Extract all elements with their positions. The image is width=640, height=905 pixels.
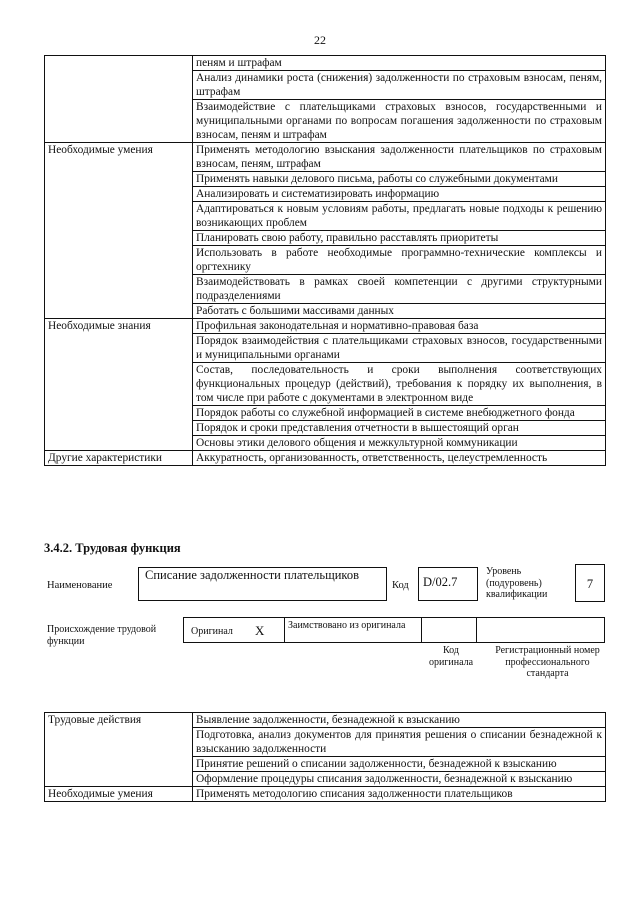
reg-number-caption: Регистрационный номер профессионального стандарта [495,645,600,679]
divider [476,618,477,642]
row-text: Применять методологию взыскания задолженности плательщиков по страховым взносам, пеням, штрафам [193,143,606,172]
table-row [45,787,606,802]
table-row [45,319,606,334]
competency-table-top [44,55,606,466]
code-original-caption: Код оригинала [428,645,474,668]
row-label [45,56,193,143]
row-text: Порядок взаимодействия с плательщиками страховых взносов, государственными и муниципальными органами [193,334,606,363]
row-text: Порядок работы со служебной информацией в системе внебюджетного фонда [193,406,606,421]
borrowed-label: Заимствовано из оригинала [288,620,406,631]
origin-label: Происхождение трудовой функции [47,624,157,647]
row-text: Адаптироваться к новым условиям работы, предлагать новые подходы к решению возникающих проблем [193,202,606,231]
table-row [45,143,606,172]
row-text: Применять методологию списания задолженности плательщиков [193,787,606,802]
row-text: Подготовка, анализ документов для принятия решения о списании безнадежной к взысканию задолженности [193,728,606,757]
table-row [45,451,606,466]
name-label: Наименование [47,580,113,591]
row-text: Принятие решений о списании задолженности, безнадежной к взысканию [193,757,606,772]
row-text: Взаимодействие с плательщиками страховых взносов, государственными и муниципальными органами по вопросам погашения задолженности по страховым взносам, пеням и штрафам [193,100,606,143]
row-text: Взаимодействовать в рамках своей компетенции с другими структурными подразделениями [193,275,606,304]
table-row [45,713,606,728]
row-text: Применять навыки делового письма, работы со служебными документами [193,172,606,187]
row-text: Использовать в работе необходимые программно-технические комплексы и оргтехнику [193,246,606,275]
row-text: Порядок и сроки представления отчетности в вышестоящий орган [193,421,606,436]
row-text: Выявление задолженности, безнадежной к взысканию [193,713,606,728]
divider [284,618,285,642]
labor-actions-table [44,712,606,802]
row-label-skills: Необходимые умения [45,787,193,802]
row-label-actions: Трудовые действия [45,713,193,787]
level-box [575,564,605,602]
row-text: Состав, последовательность и сроки выполнения соответствующих функциональных процедур (действий), требования к порядку их выполнения, в том числе при работе с документами в электронном виде [193,363,606,406]
level-value: 7 [586,577,594,591]
original-mark: X [255,623,265,638]
divider [421,618,422,642]
row-text: пеням и штрафам [193,56,606,71]
function-name-value: Списание задолженности плательщиков [145,568,359,582]
page-number: 22 [314,33,326,47]
level-label: Уровень (подуровень) квалификации [486,566,548,600]
row-label-other: Другие характеристики [45,451,193,466]
code-value: D/02.7 [423,575,458,589]
row-text: Основы этики делового общения и межкультурной коммуникации [193,436,606,451]
row-text: Анализ динамики роста (снижения) задолженности по страховым взносам, пеням, штрафам [193,71,606,100]
original-label: Оригинал [191,626,233,637]
row-text: Оформление процедуры списания задолженности, безнадежной к взысканию [193,772,606,787]
table-row [45,56,606,71]
code-label: Код [392,580,409,591]
row-text: Профильная законодательная и нормативно-правовая база [193,319,606,334]
section-heading: 3.4.2. Трудовая функция [44,541,181,555]
row-text: Аккуратность, организованность, ответственность, целеустремленность [193,451,606,466]
row-text: Анализировать и систематизировать информацию [193,187,606,202]
row-text: Планировать свою работу, правильно расставлять приоритеты [193,231,606,246]
row-label-skills: Необходимые умения [45,143,193,319]
function-name-box [138,567,387,601]
row-text: Работать с большими массивами данных [193,304,606,319]
code-box [418,567,478,601]
row-label-knowledge: Необходимые знания [45,319,193,451]
origin-row [183,617,605,643]
